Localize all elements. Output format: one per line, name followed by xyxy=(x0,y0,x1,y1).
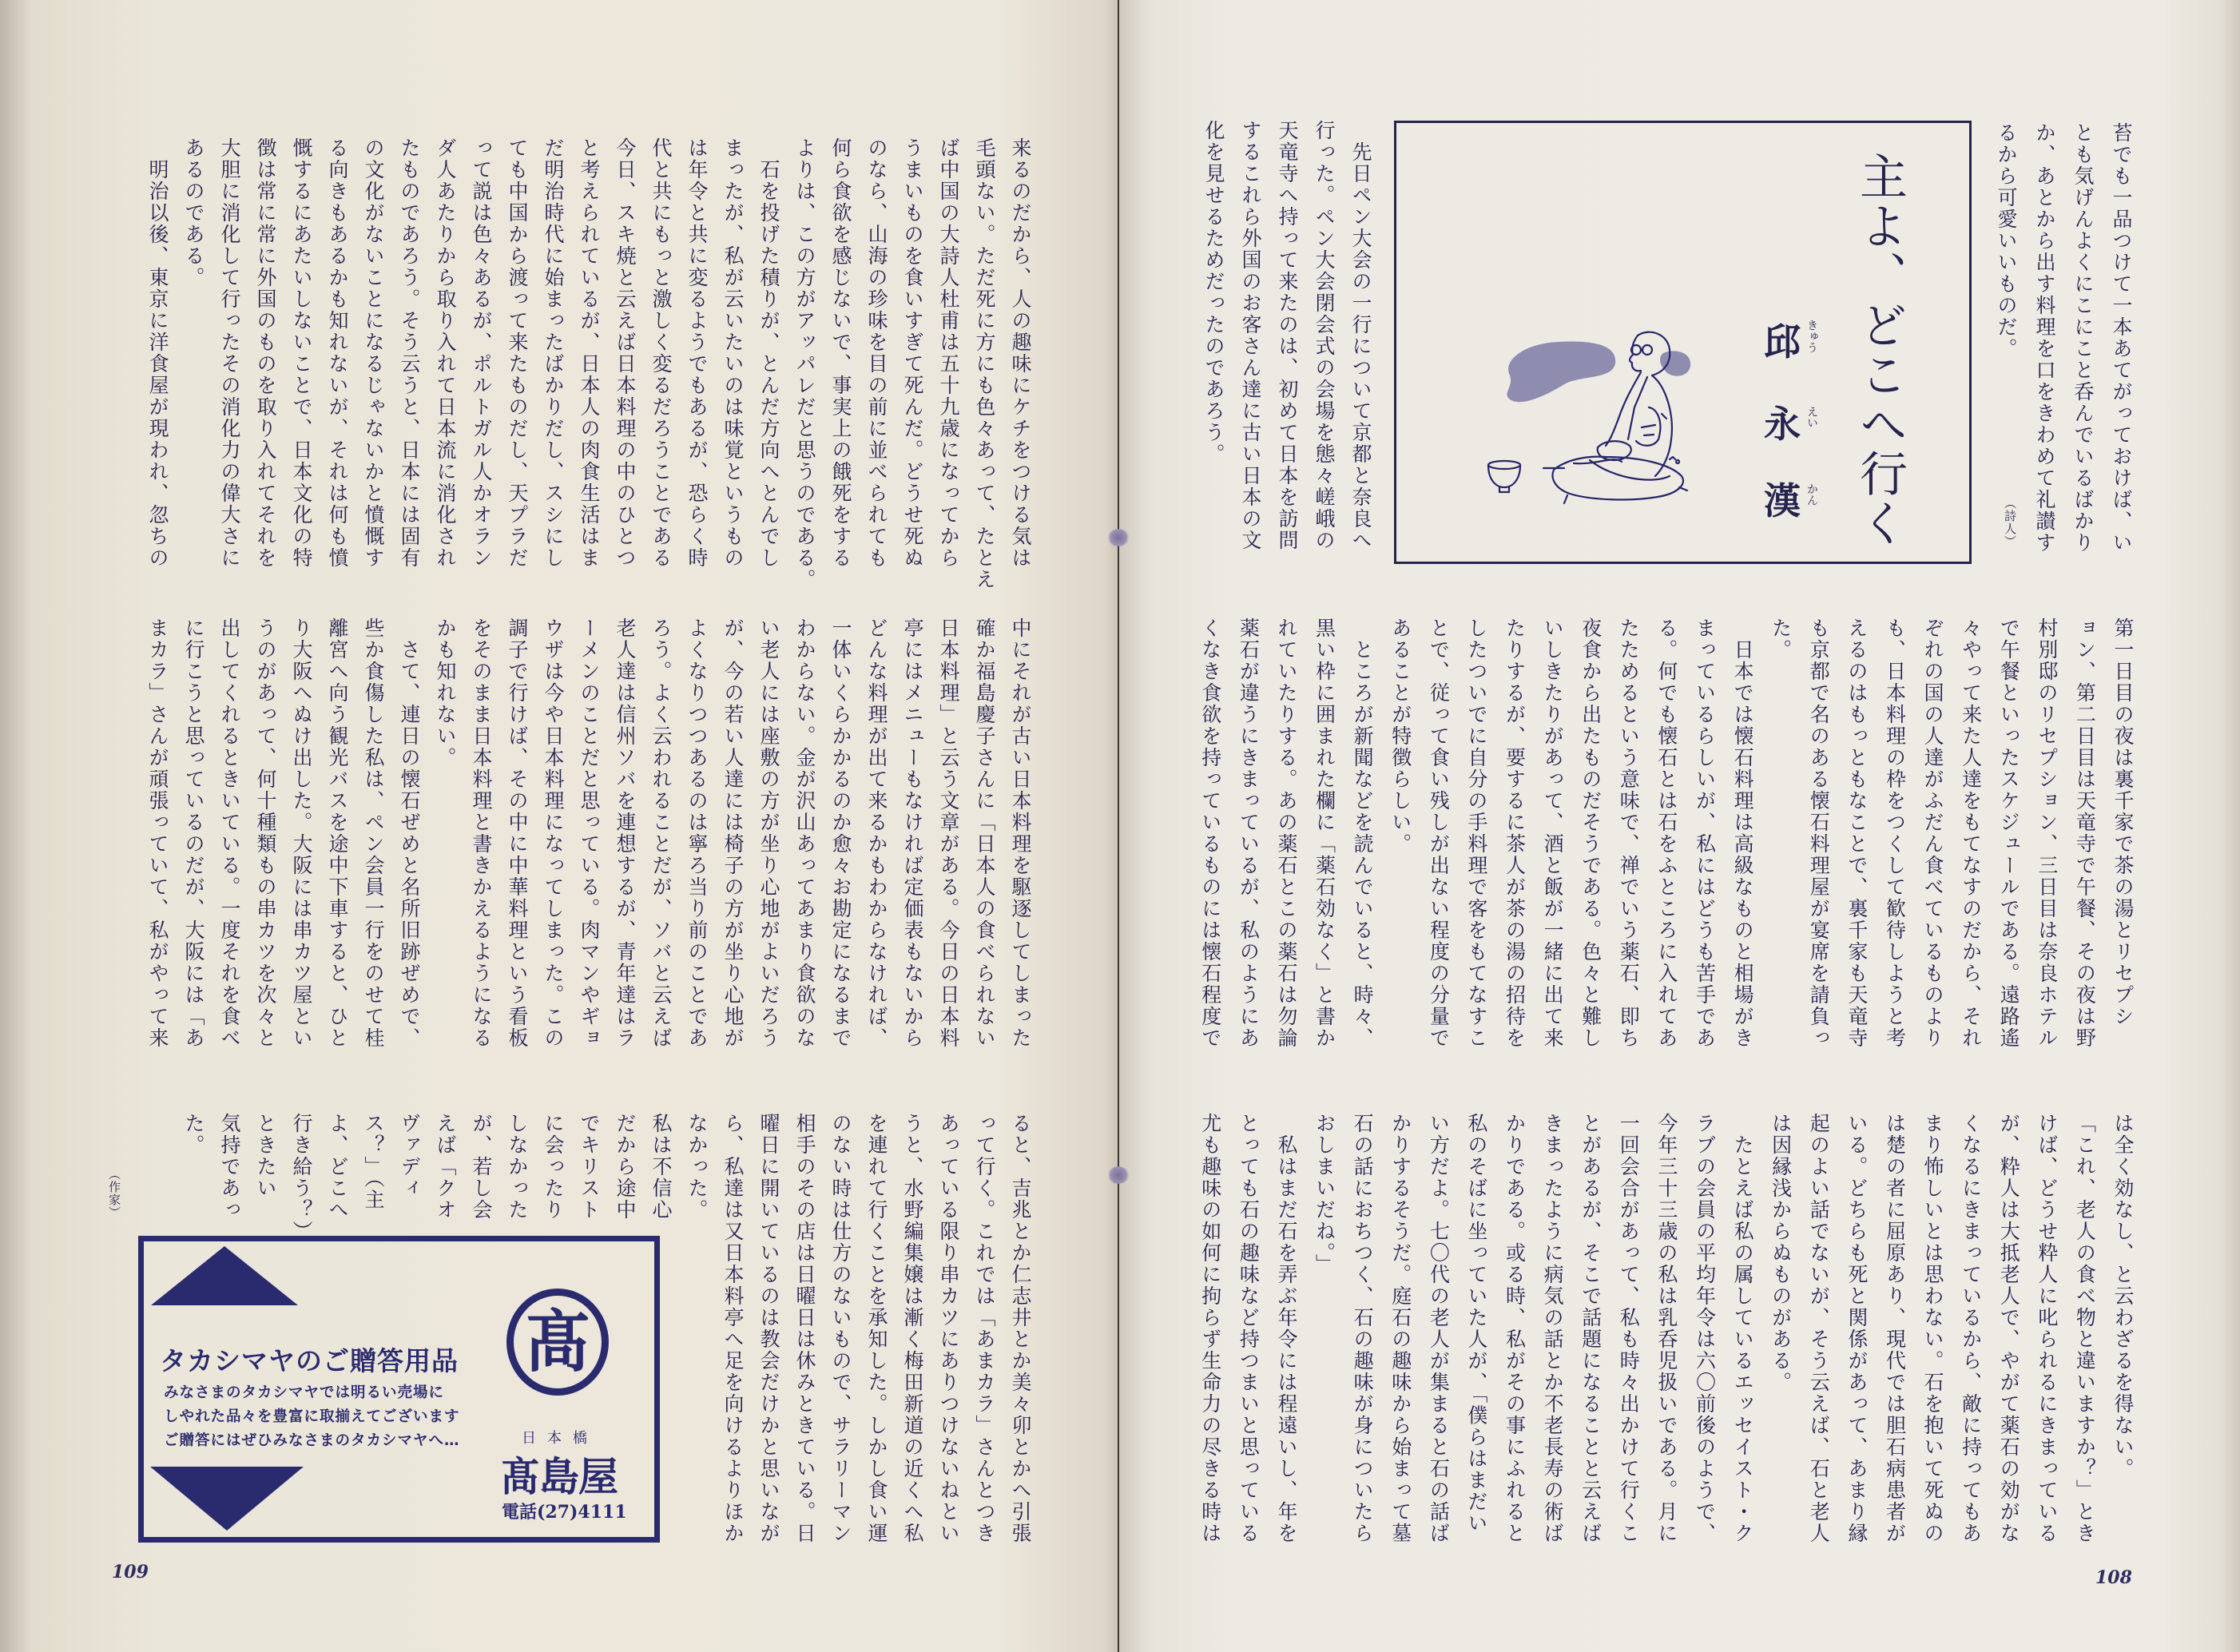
text-column: た。 xyxy=(182,1113,205,1156)
text-column: したついでに自分の手料理で客をもてなすこ xyxy=(1464,618,1488,1049)
article-body-columns xyxy=(1191,618,2142,1081)
text-column: 離宮へ向う観光バスを途中下車すると、ひと xyxy=(326,618,349,1049)
text-column: に会ったり xyxy=(542,1113,565,1221)
text-column: 確か福島慶子さんに「日本人の食べられない xyxy=(973,618,996,1049)
text-column: のなら、山海の珍味を目の前に並べられても xyxy=(865,137,888,569)
text-column: まったが、私が云いたいのは味覚というもの xyxy=(721,137,745,569)
text-column: 石の話におちつく、石の趣味が身についたら xyxy=(1351,1113,1375,1544)
text-column: だ明治時代に始まったばかりだし、スシにし xyxy=(542,137,565,569)
author-ruby: えい xyxy=(1805,406,1818,428)
text-column: うのがあって、何十種類もの串カツを次々と xyxy=(254,618,277,1049)
text-column: さて、連日の懐石ぜめと名所旧跡ぜめで、 xyxy=(398,618,421,1049)
text-column: だから途中 xyxy=(614,1113,637,1221)
article-title: 主よ、どこへ行く xyxy=(1852,152,1908,548)
triangle-down-ornament xyxy=(150,1467,304,1531)
artist-signature xyxy=(1670,457,1679,463)
text-column: 出してくれるときいている。一度それを食べ xyxy=(218,618,241,1049)
text-column: 私のそばに坐っていた人が、「僕らはまだい xyxy=(1464,1113,1488,1535)
book-spine xyxy=(1118,0,1119,1652)
text-column: くなき食欲を持っているものには懐石程度で xyxy=(1198,618,1222,1049)
text-column: するこれら外国のお客さん達に古い日本の文 xyxy=(1239,120,1262,551)
text-column: 老人達は信州ソバを連想するが、青年達はラ xyxy=(614,618,637,1049)
text-column: る向きもあるかも知れないが、それは何も憤 xyxy=(326,137,349,569)
text-column: 慨するにあたいしないことで、日本文化の特 xyxy=(290,137,313,569)
text-column: 「これ、老人の食べ物と違いますか？」とき xyxy=(2073,1113,2097,1544)
page-number: 109 xyxy=(112,1562,149,1583)
ad-body-line: ご贈答にはぜひみなさまのタカシマヤへ… xyxy=(164,1432,460,1449)
ad-telephone: 電話(27)4111 xyxy=(502,1502,627,1523)
text-column: とがあるが、そこで話題になることと云えば xyxy=(1579,1113,1603,1544)
text-column: ーメンのことだと思っている。肉マンやギョ xyxy=(578,618,601,1049)
text-column: 黒い枠に囲まれた欄に「薬石効なく」と書か xyxy=(1313,618,1336,1049)
essay-body-columns xyxy=(140,618,1039,1081)
text-column: あっている限り串カツにありつけないねとい xyxy=(937,1113,960,1544)
text-column: ば中国の大詩人杜甫は五十九歳になってから xyxy=(937,137,960,569)
text-column: 今日、スキ焼と云えば日本料理の中のひとつ xyxy=(614,137,637,569)
text-column: 天竜寺へ持って来たのは、初めて日本を訪問 xyxy=(1276,120,1299,551)
text-column: は年令と共に変るようでもあるが、恐らく時 xyxy=(685,137,709,569)
triangle-up-ornament xyxy=(151,1246,298,1305)
text-column: 村別邸のリセプション、三日目は奈良ホテル xyxy=(2035,618,2059,1049)
article-body-columns xyxy=(1191,1113,2142,1576)
text-column: ると、吉兆とか仁志井とか美々卯とかへ引張 xyxy=(1009,1113,1032,1544)
text-column: 曜日に開いているのは教会だけかと思いなが xyxy=(757,1113,780,1544)
text-column: よりは、この方がアッパレだと思うのである。 xyxy=(793,137,816,590)
text-column: たためるという意味で、禅でいう薬石、即ち xyxy=(1617,618,1641,1049)
text-column: が、若し会 xyxy=(470,1113,493,1221)
binding-staple xyxy=(1107,529,1130,546)
text-column: たものであろう。そう云うと、日本には固有 xyxy=(398,137,421,569)
text-column: かも知れない。 xyxy=(434,618,457,768)
text-column: るから可愛いいものだ。 xyxy=(1995,122,2018,359)
text-column: 今年三十三歳の私は乳呑児扱いである。月に xyxy=(1654,1113,1678,1544)
text-column: ところが新聞などを読んでいると、時々、 xyxy=(1351,618,1375,1049)
text-column: のない時は仕方のないもので、サラリーマン xyxy=(829,1113,852,1544)
ad-headline: タカシマヤのご贈答用品 xyxy=(160,1345,459,1376)
text-column: いしきたりがあって、酒と飯が一緒に出て来 xyxy=(1541,618,1565,1049)
text-column: 気持であっ xyxy=(218,1113,241,1221)
text-column: ろう。よく云われることだが、ソバと云えば xyxy=(649,618,673,1049)
text-column: あるのである。 xyxy=(182,137,205,288)
text-column: る。何でも懐石とは石をふところに入れてあ xyxy=(1654,618,1678,1049)
text-column: り大阪へぬけ出した。大阪には串カツ屋とい xyxy=(290,618,313,1049)
text-column: の文化がないことになるじゃないかと憤慨す xyxy=(362,137,385,569)
text-column: ウザは今や日本料理になってしまった。この xyxy=(542,618,565,1049)
text-column: 調子で行けば、その中に中華料理という看板 xyxy=(506,618,529,1049)
text-column: まカラ」さんが頑張っていて、私がやって来 xyxy=(146,618,169,1049)
text-column: 々やって来た人達をもてなすのだから、それ xyxy=(1959,618,1983,1049)
text-column: うと、水野編集嬢は漸く梅田新道の近くへ私 xyxy=(901,1113,924,1544)
author-name-char: 永 xyxy=(1764,403,1801,446)
text-column: って行く。これでは「あまカラ」さんとつき xyxy=(973,1113,996,1544)
text-column: 来るのだから、人の趣味にケチをつける気は xyxy=(1009,137,1032,569)
author-name-char: 邱 xyxy=(1764,320,1801,363)
article-opening-columns xyxy=(1195,120,1379,583)
text-column: は楚の者に屈原あり、現代では胆石病患者が xyxy=(1883,1113,1907,1544)
text-column: 行った。ペン大会閉会式の会場を態々嵯峨の xyxy=(1313,120,1336,551)
takashimaya-advertisement xyxy=(138,1236,660,1543)
text-column: たとえば私の属しているエッセイスト・ク xyxy=(1731,1113,1755,1544)
text-column: よ、どこへ xyxy=(326,1113,349,1221)
author-role-label: （詩人） xyxy=(2003,497,2017,548)
text-column: たりするが、要するに茶人が茶の湯の招待を xyxy=(1503,618,1527,1049)
author-ruby: かん xyxy=(1805,483,1818,506)
text-column: 石を投げた積りが、とんだ方向へとんでし xyxy=(757,137,780,569)
text-column: えば「クオ xyxy=(434,1113,457,1221)
text-column: でキリスト xyxy=(578,1113,601,1221)
text-column: に行こうと思っているのだが、大阪には「あ xyxy=(182,618,205,1049)
text-column: で午餐といったスケジュールである。遠路遙 xyxy=(1997,618,2021,1049)
text-column: 徴は常に常に外国のものを取り入れてそれを xyxy=(254,137,277,569)
text-column: えるのはもっともなことで、裏千家も天竜寺 xyxy=(1845,618,1869,1049)
text-column: と考えられているが、日本人の肉食生活はま xyxy=(578,137,601,569)
text-column: 日本料理」と云う文章がある。今日の日本料 xyxy=(937,618,960,1049)
text-column: 相手のその店は日曜日は休みときている。日 xyxy=(793,1113,816,1544)
text-column: は全く効なし、と云わざるを得ない。 xyxy=(2111,1113,2135,1479)
text-column: どんな料理が出て来るかもわからなければ、 xyxy=(865,618,888,1049)
text-column: 第一日目の夜は裏千家で茶の湯とリセプシ xyxy=(2111,618,2135,1027)
text-column: 起のよい話でないが、そう云えば、石と老人 xyxy=(1807,1113,1831,1544)
text-column: かりである。或る時、私がその事にふれると xyxy=(1503,1113,1527,1544)
author-ruby: きゅう xyxy=(1805,320,1818,353)
text-column: とっても石の趣味など持つまいと思っている xyxy=(1237,1113,1261,1544)
text-column: きまったように病気の話とか不老長寿の術ば xyxy=(1541,1113,1565,1544)
tea-ceremony-illustration xyxy=(1478,320,1710,511)
takashimaya-logo: 髙 xyxy=(506,1289,609,1396)
text-column: は因縁浅からぬものがある。 xyxy=(1769,1113,1793,1393)
text-column: か、あとから出す料理を口をきわめて礼讃す xyxy=(2033,122,2056,554)
essay-body-columns xyxy=(140,137,1039,601)
text-column: 些か食傷した私は、ペン会員一行をのせて桂 xyxy=(362,618,385,1049)
text-column: 亭にはメニューもなければ定価表もないから xyxy=(901,618,924,1049)
text-column: た。 xyxy=(1769,618,1793,661)
tea-bowl xyxy=(1488,461,1520,492)
cushion xyxy=(1543,457,1687,503)
text-column: かりするそうだ。庭石の趣味から始まって墓 xyxy=(1388,1113,1412,1544)
text-column: 化を見せるためだったのであろう。 xyxy=(1202,120,1225,465)
ad-brand-name: 髙島屋 xyxy=(500,1454,618,1500)
text-column: 代と共にもっと激しく変るだろうことである xyxy=(649,137,673,569)
text-column: ス？」（主 xyxy=(362,1113,385,1211)
text-column: 明治以後、東京に洋食屋が現われ、忽ちの xyxy=(146,137,169,569)
text-column: ョン、第二日目は天竜寺で午餐、その夜は野 xyxy=(2073,618,2097,1049)
binding-staple xyxy=(1107,1166,1130,1184)
text-column: が、今の若い人達には椅子の方が坐り心地が xyxy=(721,618,745,1049)
author-name-char: 漢 xyxy=(1764,479,1801,522)
text-column: ラブの会員の平均年令は六〇前後のようで、 xyxy=(1693,1113,1717,1544)
text-column: ヴァディ xyxy=(398,1113,421,1199)
text-column: 何ら食欲を感じないで、事実上の餓死をする xyxy=(829,137,852,569)
text-column: 苔でも一品つけて一本あてがっておけば、い xyxy=(2110,122,2133,554)
text-column: 毛頭ない。ただ死に方にも色々あって、たとえ xyxy=(973,137,996,590)
text-column: 私はまだ石を弄ぶ年令には程遠いし、年を xyxy=(1274,1113,1298,1544)
text-column: まっているらしいが、私にはどうも苦手であ xyxy=(1693,618,1717,1049)
ad-body-line: しやれた品々を豊富に取揃えてございます xyxy=(164,1408,460,1425)
hatched-cloud xyxy=(1507,342,1690,403)
text-column: を連れて行くことを承知した。しかし食い運 xyxy=(865,1113,888,1544)
text-column: とで、従って食い残しが出ない程度の分量で xyxy=(1427,618,1451,1049)
text-column: よくなりつつあるのは寧ろ当り前のことであ xyxy=(685,618,709,1049)
text-column: ても中国から渡って来たものだし、天プラだ xyxy=(506,137,529,569)
text-column: しなかった xyxy=(506,1113,529,1221)
text-column: いる。どちらも死と関係があって、あまり縁 xyxy=(1845,1113,1869,1544)
ad-store-location: 日本橋 xyxy=(522,1430,598,1447)
text-column: も、日本料理の枠をつくして歓待しようと考 xyxy=(1883,618,1907,1049)
text-column: 夜食から出たものだそうである。色々と難し xyxy=(1579,618,1603,1049)
text-column: れていたりする。あの薬石とこの薬石は勿論 xyxy=(1274,618,1298,1049)
text-column: をそのまま日本料理と書きかえるようになる xyxy=(470,618,493,1049)
text-column: わからない。金が沢山あってあまり食欲のな xyxy=(793,618,816,1049)
text-column: うまいものを食いすぎて死んだ。どうせ死ぬ xyxy=(901,137,924,569)
text-column: ら、私達は又日本料亭へ足を向けるよりほか xyxy=(721,1113,745,1544)
text-column: も京都で名のある懐石料理屋が宴席を請負っ xyxy=(1807,618,1831,1049)
byline-label: （作家） xyxy=(107,1168,121,1219)
text-column: って説は色々あるが、ポルトガル人かオラン xyxy=(470,137,493,569)
ad-body-line: みなさまのタカシマヤでは明るい売場に xyxy=(164,1384,445,1401)
text-column: が、粋人は大抵老人で、やがて薬石の効がな xyxy=(1997,1113,2021,1544)
text-column: なかった。 xyxy=(685,1113,709,1221)
page-number: 108 xyxy=(2095,1567,2132,1588)
text-column: ダ人あたりから取り入れて日本流に消化され xyxy=(434,137,457,569)
text-column: あることが特徴らしい。 xyxy=(1388,618,1412,855)
text-column: 大胆に消化して行ったその消化力の偉大さに xyxy=(218,137,241,569)
text-column: まり怖しいとは思わない。石を抱いて死ぬの xyxy=(1921,1113,1945,1544)
text-column: 行き給う？） xyxy=(290,1113,313,1242)
text-column: 日本では懐石料理は高級なものと相場がき xyxy=(1731,618,1755,1049)
text-column: 中にそれが古い日本料理を駆逐してしまった xyxy=(1009,618,1032,1049)
text-column: ときたい xyxy=(254,1113,277,1199)
text-column: 尤も趣味の如何に拘らず生命力の尽きる時は xyxy=(1198,1113,1222,1544)
text-column: 一回会合があって、私も時々出かけて行くこ xyxy=(1617,1113,1641,1544)
text-column: とも気げんよくにこにこと呑んでいるばかり xyxy=(2071,122,2095,554)
text-column: 私は不信心 xyxy=(649,1113,673,1221)
text-column: い老人には座敷の方が坐り心地がよいだろう xyxy=(757,618,780,1049)
text-column: くなるにきまっているから、敵に持ってもあ xyxy=(1959,1113,1983,1544)
text-column: 先日ペン大会の一行について京都と奈良へ xyxy=(1349,120,1372,551)
text-column: 一体いくらかかるのか愈々お勘定になるまで xyxy=(829,618,852,1049)
text-column: ぞれの国の人達がふだん食べているものより xyxy=(1921,618,1945,1049)
text-column: けば、どうせ粋人に叱られるにきまっている xyxy=(2035,1113,2059,1544)
text-column: おしまいだね。」 xyxy=(1313,1113,1336,1276)
text-column: 薬石が違うにきまっているが、私のようにあ xyxy=(1237,618,1261,1049)
text-column: い方だよ。七〇代の老人が集まると石の話ば xyxy=(1427,1113,1451,1544)
